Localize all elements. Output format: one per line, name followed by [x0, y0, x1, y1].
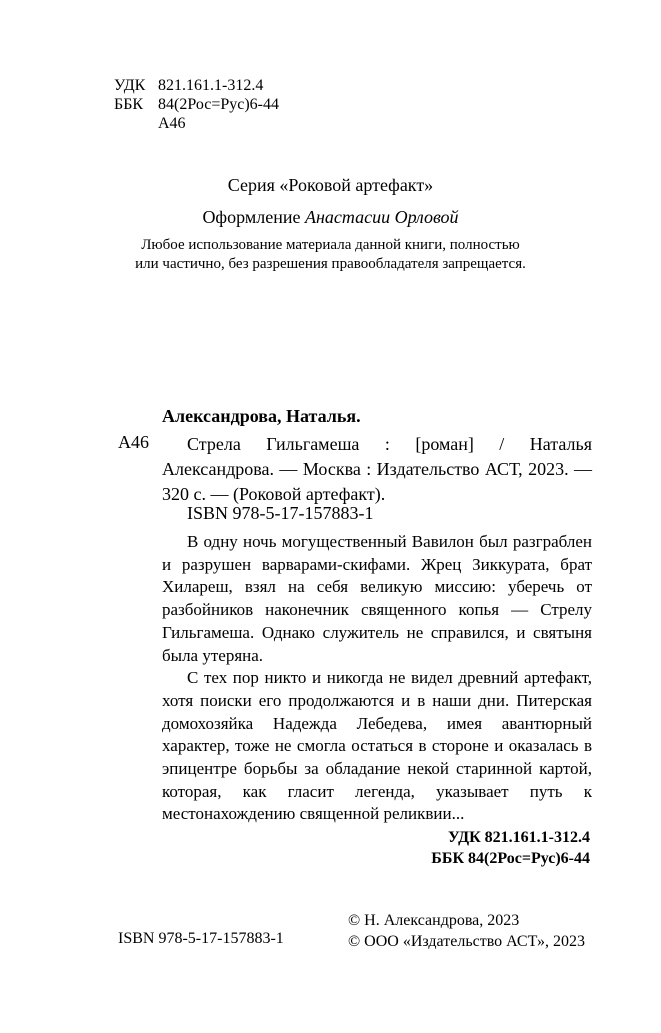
annotation-paragraph-1: В одну ночь могущественный Вавилон был разграблен и разрушен варварами-скифами. Жрец Зиккурата, брат Хилареш, взял на себя великую миссию: уберечь от разбойников наконечник священного копья — Стрелу Гильгамеша. Однако служитель не справился, и святыня была утеряна.: [162, 532, 592, 665]
footer-udk: УДК 821.161.1-312.4: [447, 829, 590, 846]
annotation-paragraph-2: С тех пор никто и никогда не видел древний артефакт, хотя поиски его продолжаются и в наши дни. Питерская домохозяйка Надежда Лебедева, имея авантюрный характер, тоже не смогла остаться в стороне и оказалась в эпицентре борьбы за обладание некой старинной картой, которая, как гласит легенда, указывает путь к местонахождению священной реликвии...: [162, 668, 592, 824]
rights-line-2: или частично, без разрешения правообладателя запрещается.: [135, 256, 526, 272]
series-title: Серия «Роковой артефакт»: [227, 175, 434, 195]
footer-classification: [380, 827, 590, 869]
author-heading: Александрова, Наталья.: [162, 406, 361, 426]
rights-line-1: Любое использование материала данной книги, полностью: [141, 237, 520, 253]
description-text: Стрела Гильгамеша : [роман] / Наталья Александрова. — Москва : Издательство АСТ, 2023. — 320 с. — (Роковой артефакт).: [162, 434, 592, 504]
udk-label: УДК: [114, 77, 146, 94]
design-credit: [0, 207, 661, 228]
copyright-block: [348, 910, 585, 952]
author-code: А46: [158, 115, 186, 132]
udk-value: 821.161.1-312.4: [158, 77, 264, 94]
isbn-footer: ISBN 978-5-17-157883-1: [118, 930, 284, 947]
bibliographic-description: [162, 432, 592, 507]
catalog-code: А46: [118, 432, 149, 452]
isbn-main: ISBN 978-5-17-157883-1: [187, 503, 374, 523]
copyright-publisher: © ООО «Издательство АСТ», 2023: [348, 933, 585, 950]
classification-codes: [114, 76, 279, 133]
copyright-author: © Н. Александрова, 2023: [348, 912, 520, 929]
bbk-label: ББК: [114, 96, 144, 113]
annotation: [162, 531, 592, 826]
rights-notice: [0, 236, 661, 274]
bbk-value: 84(2Рос=Рус)6-44: [158, 96, 280, 113]
footer-bbk: ББК 84(2Рос=Рус)6-44: [431, 850, 590, 867]
design-prefix: Оформление: [202, 207, 305, 227]
designer-name: Анастасии Орловой: [304, 207, 459, 227]
